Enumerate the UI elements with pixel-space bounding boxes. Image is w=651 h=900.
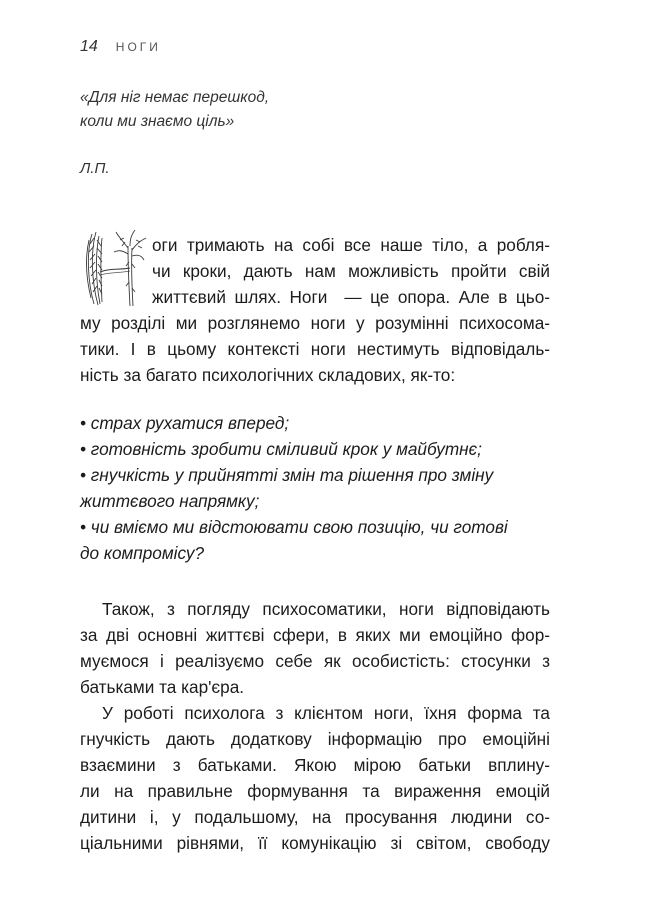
running-header xyxy=(80,38,161,58)
page-number: 14 xyxy=(80,38,98,55)
paragraph-line: за дві основні життєві сфери, в яких ми емоційно фор- xyxy=(80,625,550,645)
bullet-item: життєвого напрямку; xyxy=(80,491,260,511)
chapter-title: НОГИ xyxy=(115,40,161,54)
paragraph-line: ціальними рівнями, її комунікацію зі світом, свободу xyxy=(80,833,550,853)
epigraph xyxy=(80,86,480,134)
bullet-item: • гнучкість у прийнятті змін та рішення про зміну xyxy=(80,465,494,485)
epigraph-line: коли ми знаємо ціль» xyxy=(80,113,235,130)
paragraph-line: ли на правильне формування та вираження емоцій xyxy=(80,781,550,801)
bullet-item: • страх рухатися вперед; xyxy=(80,413,290,433)
intro-line: оги тримають на собі все наше тіло, а робля- xyxy=(152,235,550,255)
bullet-item: • чи вміємо ми відстоювати свою позицію, чи готові xyxy=(80,517,508,537)
intro-line: чи кроки, дають нам можливість пройти свій xyxy=(152,261,550,281)
paragraph-line: взаємини з батьками. Якою мірою батьки вплину- xyxy=(80,755,550,775)
bullet-item: до компромісу? xyxy=(80,543,205,563)
paragraph-line: Також, з погляду психосоматики, ноги відповідають xyxy=(102,599,550,619)
intro-line: му розділі ми розглянемо ноги у розумінні психосома- xyxy=(80,313,550,333)
bullet-item: • готовність зробити сміливий крок у майбутнє; xyxy=(80,439,482,459)
decorative-feather-letter-icon xyxy=(80,228,148,308)
intro-line: життєвий шлях. Ноги — це опора. Але в цьо- xyxy=(152,287,550,307)
intro-line: ність за багато психологічних складових, як-то: xyxy=(80,365,456,385)
epigraph-line: «Для ніг немає перешкод, xyxy=(80,89,270,106)
intro-line: тики. І в цьому контексті ноги нестимуть відповідаль- xyxy=(80,339,550,359)
paragraph-line: У роботі психолога з клієнтом ноги, їхня форма та xyxy=(102,703,550,723)
paragraph-line: батьками та кар'єра. xyxy=(80,677,245,697)
paragraph-line: дитини і, у подальшому, на просування людини со- xyxy=(80,807,550,827)
paragraph-line: муємося і реалізуємо себе як особистість: стосунки з xyxy=(80,651,550,671)
epigraph-author: Л.П. xyxy=(80,160,110,177)
paragraph-line: гнучкість дають додаткову інформацію про емоційні xyxy=(80,729,550,749)
